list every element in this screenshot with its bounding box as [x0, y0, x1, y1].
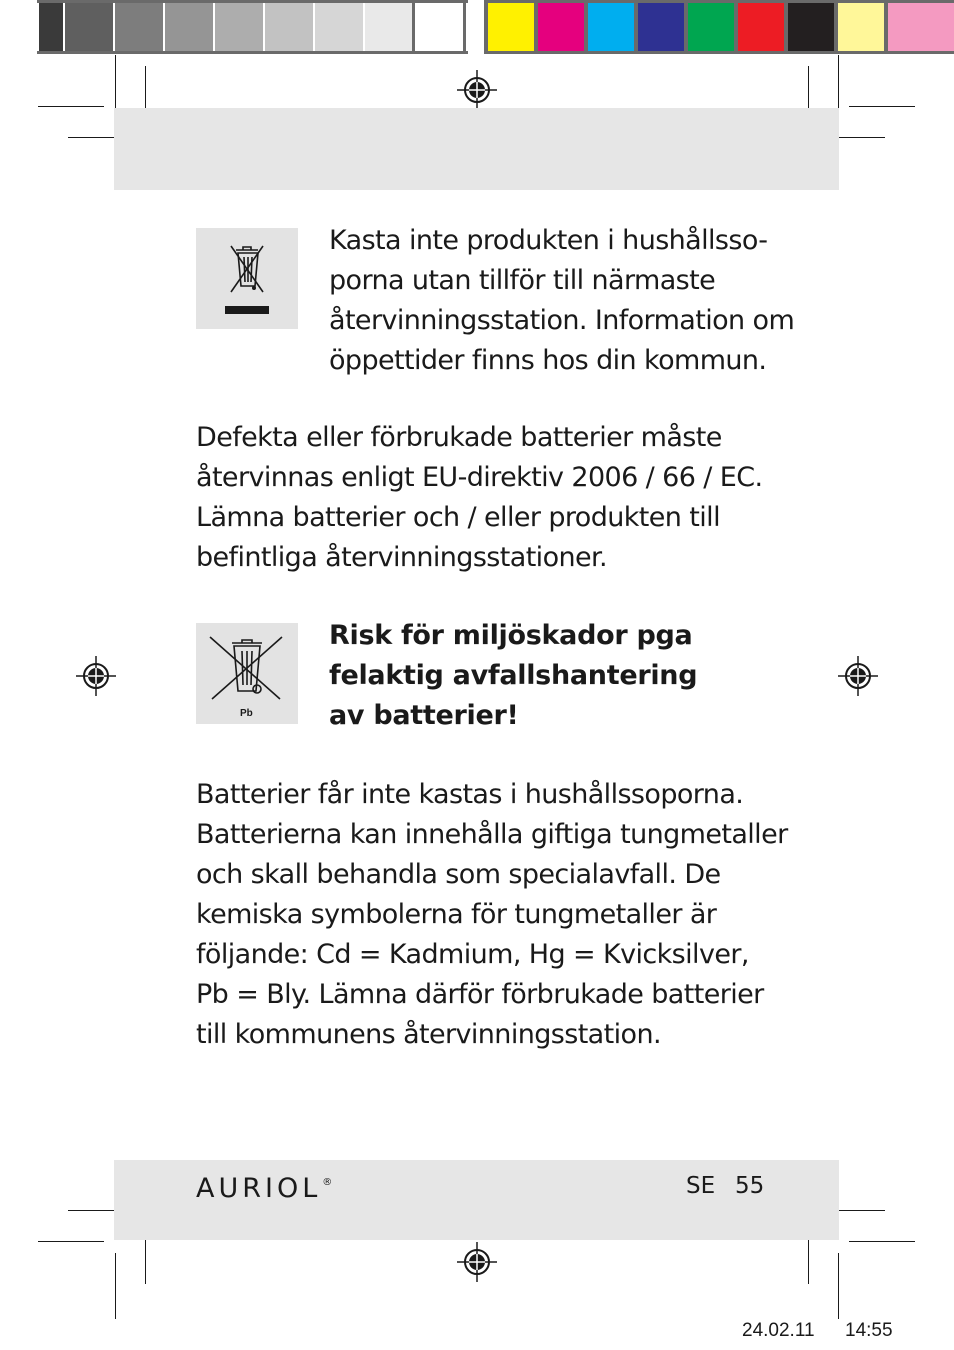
brand-logo: [196, 1170, 332, 1206]
red-swatch: [738, 3, 784, 51]
calibration-frame: [37, 51, 468, 54]
text-line: Risk för miljöskador pga: [329, 620, 693, 651]
language-code: SE: [686, 1173, 716, 1199]
registration-mark: [457, 1242, 497, 1282]
text-line: porna utan tillför till närmaste: [329, 265, 716, 296]
page-number: 55: [735, 1173, 765, 1199]
text-line: öppettider finns hos din kommun.: [329, 345, 767, 376]
print-time: 14:55: [845, 1320, 893, 1341]
gray-swatch: [215, 3, 263, 51]
registration-mark: [838, 656, 878, 696]
text-line: Kasta inte produkten i hushållsso-: [329, 225, 768, 256]
magenta-swatch: [538, 3, 584, 51]
pink-swatch: [888, 3, 954, 51]
yellow-swatch: [488, 3, 534, 51]
print-date: 24.02.11: [742, 1320, 815, 1341]
light-yellow-swatch: [838, 3, 884, 51]
text-line: felaktig avfallshantering: [329, 660, 698, 691]
registration-mark: [76, 656, 116, 696]
battery-bin-icon: [196, 623, 298, 724]
intro-paragraph: [329, 221, 794, 381]
black-swatch: [788, 3, 834, 51]
gray-swatch: [115, 3, 163, 51]
text-line: kemiska symbolerna för tungmetaller är: [196, 899, 717, 930]
crossed-out-wheelie-bin-icon: [196, 228, 298, 329]
gray-swatch: [265, 3, 313, 51]
text-line: befintliga återvinningsstationer.: [196, 542, 608, 573]
cyan-swatch: [588, 3, 634, 51]
text-line: Pb = Bly. Lämna därför förbrukade batterier: [196, 979, 764, 1010]
gray-swatch: [415, 3, 463, 51]
text-line: återvinningsstation. Information om: [329, 305, 795, 336]
brand-name: AURIOL: [196, 1172, 322, 1204]
text-line: återvinnas enligt EU-direktiv 2006 / 66 / EC.: [196, 462, 763, 493]
gray-swatch: [165, 3, 213, 51]
text-line: till kommunens återvinningsstation.: [196, 1019, 661, 1050]
warning-heading: [329, 616, 697, 736]
text-line: Batterierna kan innehålla giftiga tungmetaller: [196, 819, 788, 850]
text-line: följande: Cd = Kadmium, Hg = Kvicksilver,: [196, 939, 749, 970]
text-line: Defekta eller förbrukade batterier måste: [196, 422, 722, 453]
blue-swatch: [638, 3, 684, 51]
registration-mark: [457, 70, 497, 110]
pb-label: Pb: [240, 708, 253, 719]
battery-icon-box: [196, 623, 298, 724]
text-line: Batterier får inte kastas i hushållssoporna.: [196, 779, 744, 810]
registered-mark: ®: [322, 1176, 333, 1188]
gray-swatch: [39, 3, 63, 51]
header-band: [114, 108, 839, 190]
text-line: Lämna batterier och / eller produkten till: [196, 502, 720, 533]
text-line: av batterier!: [329, 700, 519, 731]
text-line: och skall behandla som specialavfall. De: [196, 859, 721, 890]
gray-swatch: [365, 3, 413, 51]
weee-icon-box: [196, 228, 298, 329]
calibration-frame: [37, 0, 468, 3]
green-swatch: [688, 3, 734, 51]
gray-swatch: [65, 3, 113, 51]
battery-disposal-paragraph: [196, 418, 762, 578]
gray-swatch: [315, 3, 363, 51]
heavy-metals-paragraph: [196, 775, 788, 1055]
